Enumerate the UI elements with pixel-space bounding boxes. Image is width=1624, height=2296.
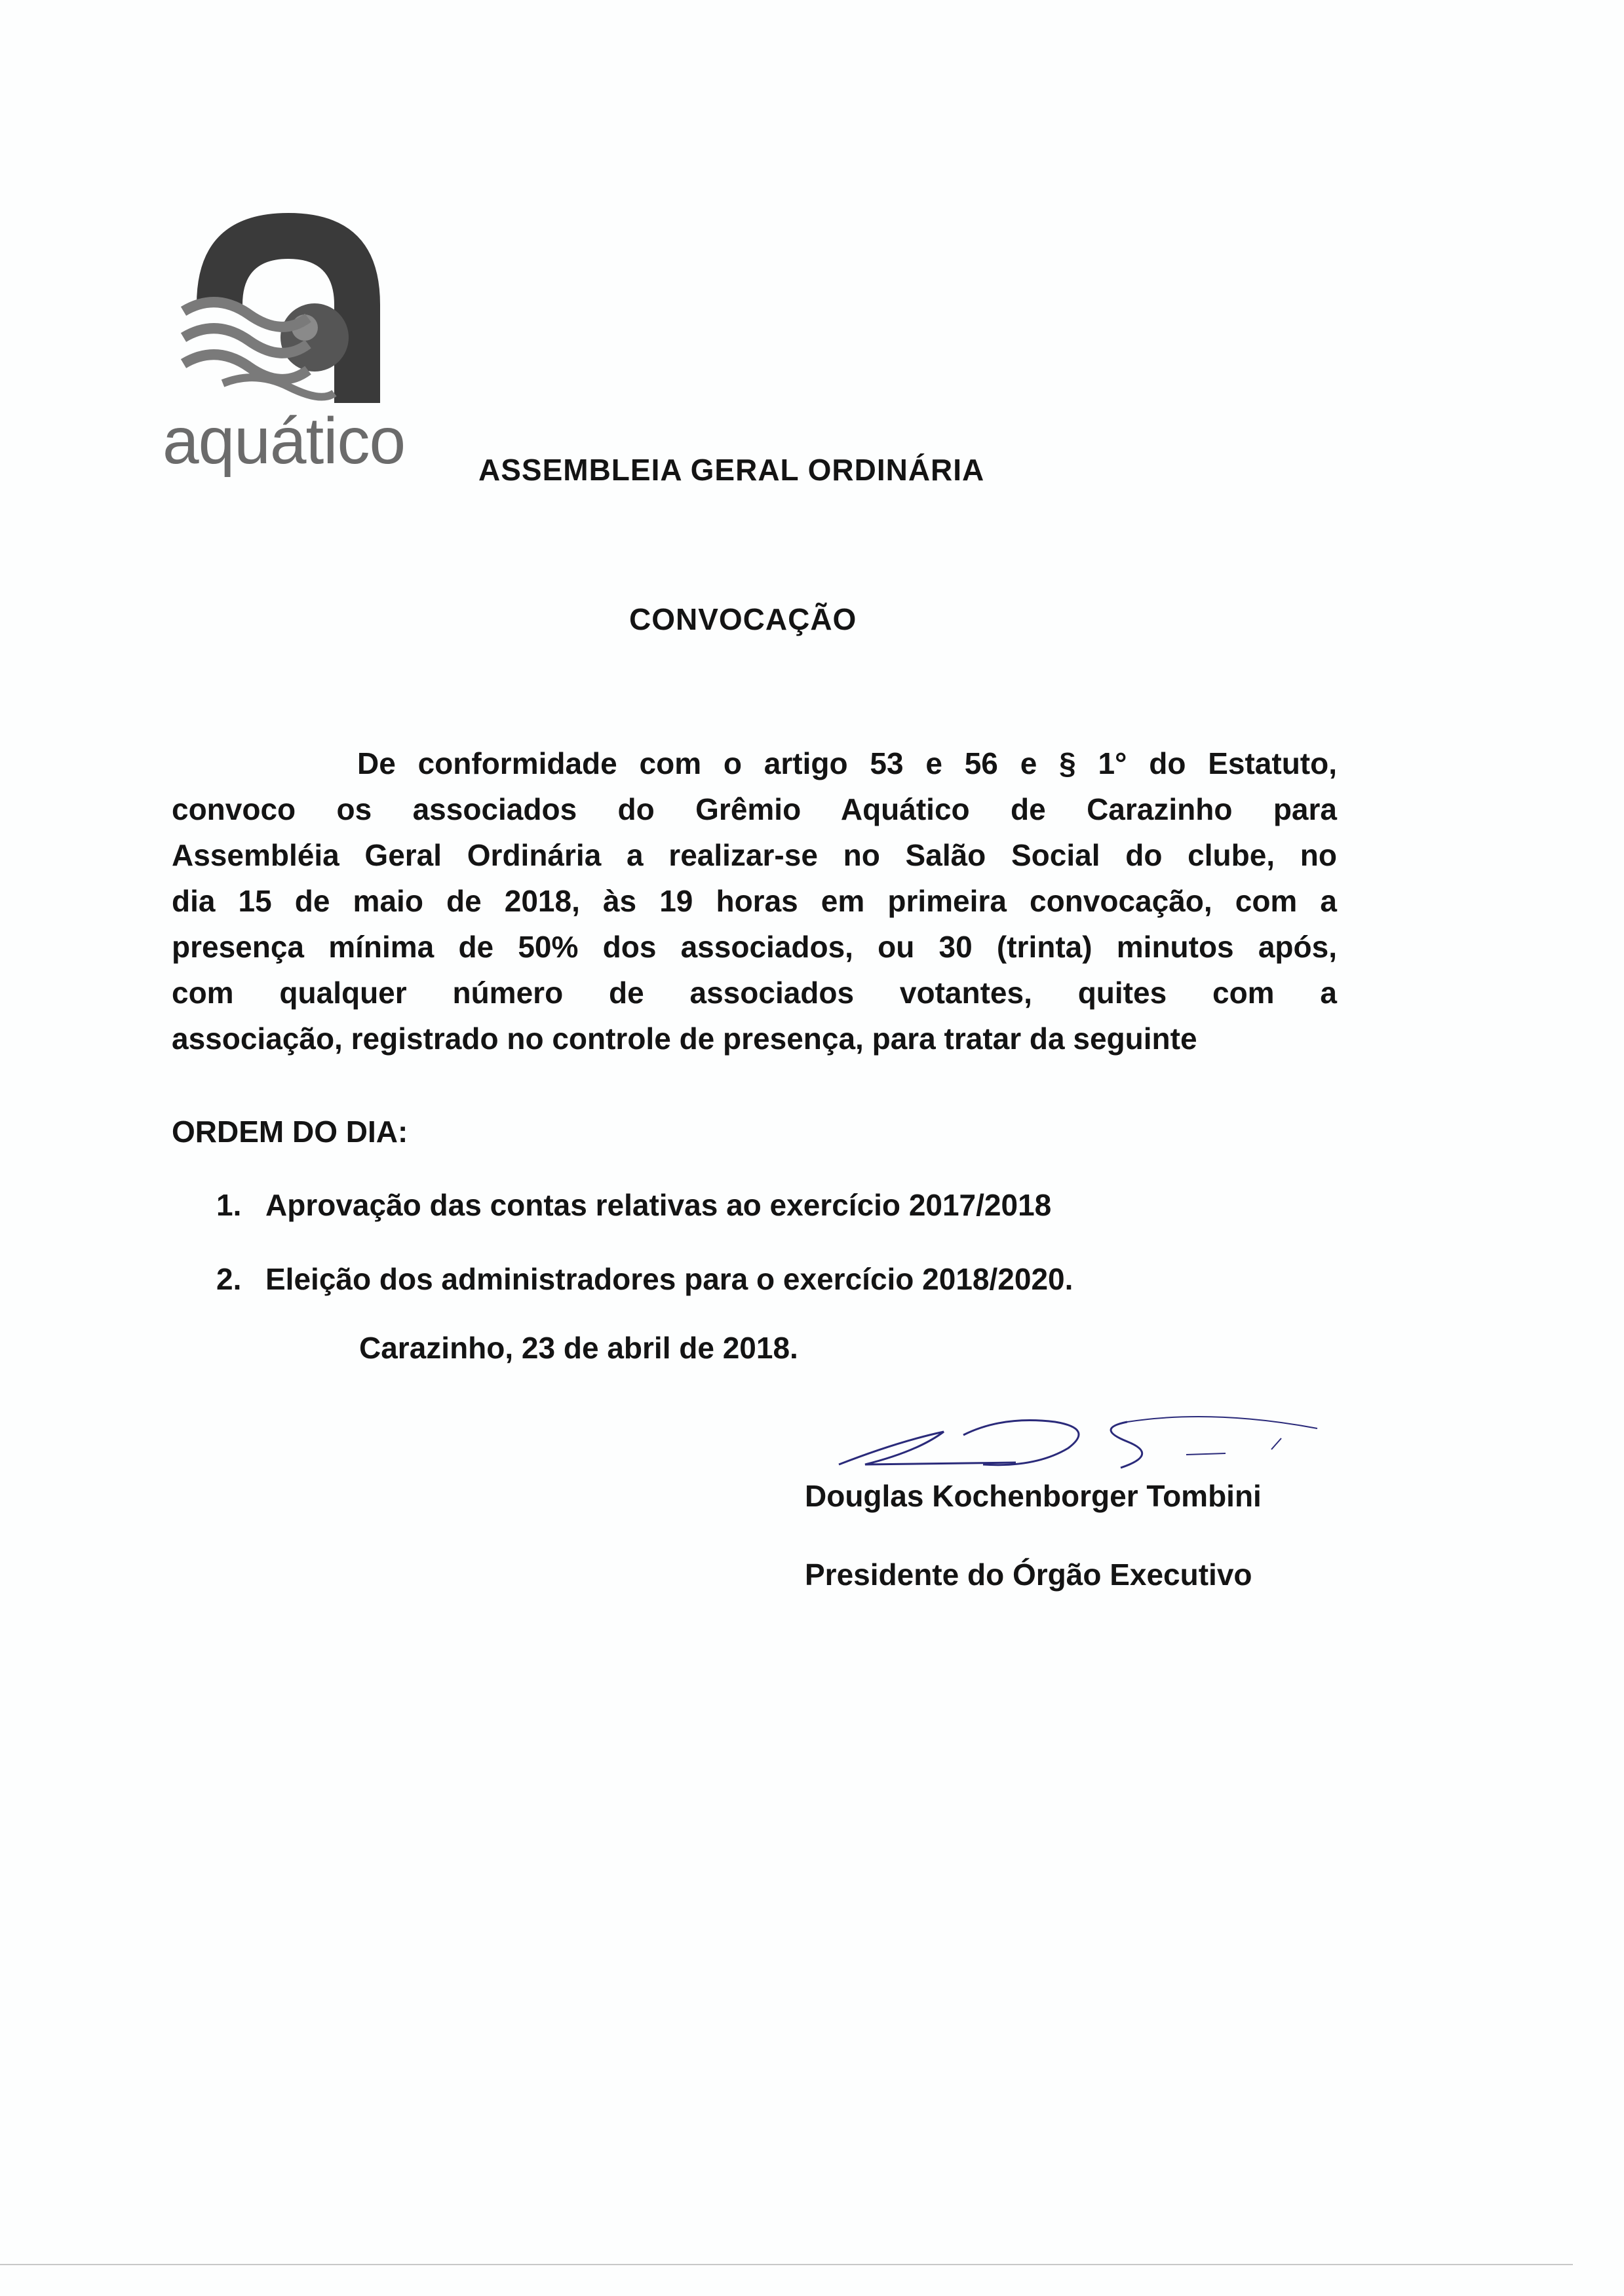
paragraph-line: com qualquer número de associados votantes, quites com a	[172, 976, 1337, 1010]
club-logo	[157, 206, 406, 482]
paragraph-line: presença mínima de 50% dos associados, ou 30 (trinta) minutos após,	[172, 930, 1337, 964]
handwritten-signature	[819, 1402, 1330, 1481]
document-subtitle: CONVOCAÇÃO	[629, 602, 857, 636]
page-bottom-rule	[0, 2264, 1573, 2265]
agenda-item	[216, 1261, 1073, 1297]
logo-emblem-icon	[170, 206, 393, 416]
paragraph-line: Assembléia Geral Ordinária a realizar-se no Salão Social do clube, no	[172, 838, 1337, 872]
agenda-item	[216, 1187, 1051, 1223]
agenda-item-text: Eleição dos administradores para o exercício 2018/2020.	[265, 1262, 1073, 1296]
agenda-item-number: 2.	[216, 1262, 242, 1296]
document-title: ASSEMBLEIA GERAL ORDINÁRIA	[478, 453, 985, 487]
paragraph-line: associação, registrado no controle de presença, para tratar da seguinte	[172, 1022, 1197, 1056]
logo-wordmark: aquático	[163, 404, 406, 478]
paragraph-line: De conformidade com o artigo 53 e 56 e § 1° do Estatuto,	[357, 746, 1337, 780]
paragraph-line: dia 15 de maio de 2018, às 19 horas em primeira convocação, com a	[172, 884, 1337, 918]
agenda-heading: ORDEM DO DIA:	[172, 1115, 408, 1149]
signer-name: Douglas Kochenborger Tombini	[805, 1479, 1262, 1513]
agenda-item-number: 1.	[216, 1188, 242, 1222]
paragraph-line: convoco os associados do Grêmio Aquático de Carazinho para	[172, 792, 1337, 826]
signer-title: Presidente do Órgão Executivo	[805, 1558, 1252, 1592]
agenda-item-text: Aprovação das contas relativas ao exercício 2017/2018	[265, 1188, 1052, 1222]
date-line: Carazinho, 23 de abril de 2018.	[359, 1331, 798, 1365]
